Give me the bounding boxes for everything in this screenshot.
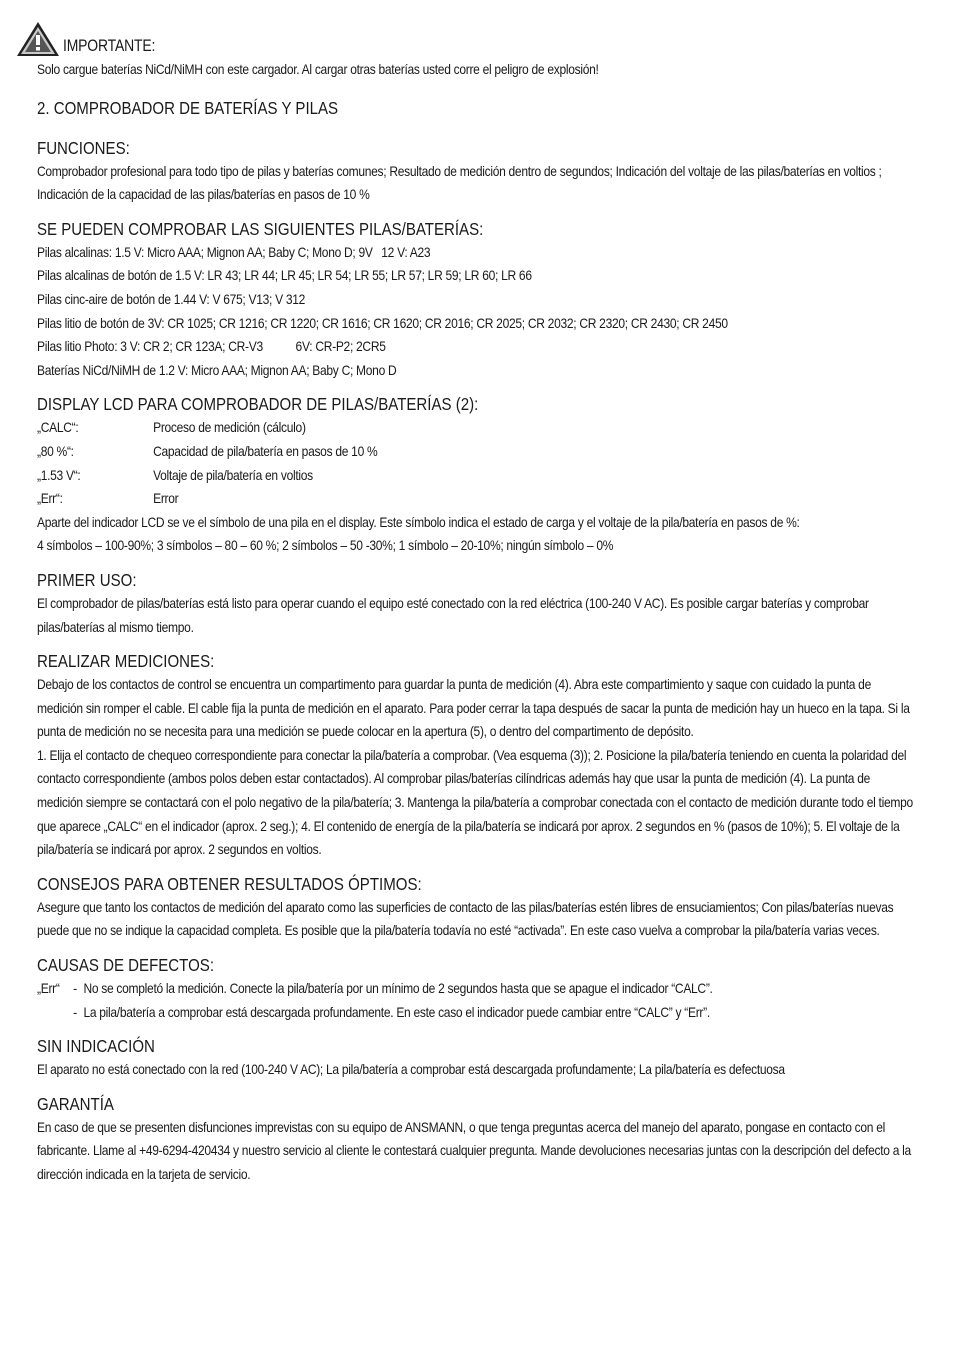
- funciones-text: Comprobador profesional para todo tipo de pilas y baterías comunes; Resultado de medición dentro de segundos; Indicación del voltaje de las pilas/baterías en voltios ; Indicación de la capacidad de las pilas/baterías en pasos de 10 %: [37, 162, 882, 203]
- comprobables-line-5: Pilas litio Photo: 3 V: CR 2; CR 123A; CR-V3 6V: CR-P2; 2CR5: [37, 338, 386, 355]
- comprobables-line-6: Baterías NiCd/NiMH de 1.2 V: Micro AAA; Mignon AA; Baby C; Mono D: [37, 361, 397, 378]
- consejos-heading: CONSEJOS PARA OBTENER RESULTADOS ÓPTIMOS:: [37, 873, 422, 894]
- lcd-row: „Err“: Error: [37, 490, 179, 507]
- display-text-1: Aparte del indicador LCD se ve el símbolo de una pila en el display. Este símbolo indica el estado de carga y el voltaje de la pila/batería en pasos de %:: [37, 513, 800, 530]
- causas-item: - La pila/batería a comprobar está descargada profundamente. En este caso el indicador puede cambiar entre “CALC” y “Err”.: [73, 1003, 710, 1020]
- funciones-heading: FUNCIONES:: [37, 137, 130, 158]
- section-title: 2. COMPROBADOR DE BATERÍAS Y PILAS: [37, 97, 339, 118]
- comprobables-line-2: Pilas alcalinas de botón de 1.5 V: LR 43; LR 44; LR 45; LR 54; LR 55; LR 57; LR 59; LR 60; LR 66: [37, 267, 532, 284]
- garantia-text: En caso de que se presenten disfunciones imprevistas con su equipo de ANSMANN, o que tenga preguntas acerca del manejo del aparato, pongase en contacto con el fabricante. Llame al +49-6294-420434 y nuestro servicio al cliente le contestará cualquier pregunta. Mande devoluciones necesarias juntas con la descripción del defecto a la dirección indicada en la tarjeta de servicio.: [37, 1118, 911, 1182]
- primer-uso-heading: PRIMER USO:: [37, 569, 137, 590]
- lcd-row: „80 %“: Capacidad de pila/batería en pasos de 10 %: [37, 442, 378, 459]
- causas-heading: CAUSAS DE DEFECTOS:: [37, 955, 215, 976]
- warning-triangle-icon: [15, 20, 61, 58]
- mediciones-text-1: Debajo de los contactos de control se encuentra un compartimento para guardar la punta de medición (4). Abra este compartimiento y saque con cuidado la punta de medición sin romper el cable. El cable fija la punta de medición en el aparato. Para poder cerrar la tapa después de sacar la punta de medición hay un hueco en la tapa. Si la punta de medición no se necesita para una medición se puede colocar en la apertura (5), o dentro del compartimento de depósito.: [37, 676, 910, 740]
- comprobables-line-1: Pilas alcalinas: 1.5 V: Micro AAA; Mignon AA; Baby C; Mono D; 9V 12 V: A23: [37, 243, 431, 260]
- comprobables-line-3: Pilas cinc-aire de botón de 1.44 V: V 675; V13; V 312: [37, 290, 306, 307]
- content: [37, 58, 917, 1187]
- warning-header: [37, 22, 917, 58]
- display-text-2: 4 símbolos – 100-90%; 3 símbolos – 80 – 60 %; 2 símbolos – 50 -30%; 1 símbolo – 20-10%; ningún símbolo – 0%: [37, 537, 614, 554]
- comprobables-line-4: Pilas litio de botón de 3V: CR 1025; CR 1216; CR 1220; CR 1616; CR 1620; CR 2016; CR 2025; CR 2032; CR 2320; CR 2430; CR 2450: [37, 314, 728, 331]
- lcd-row: „1.53 V“: Voltaje de pila/batería en voltios: [37, 466, 313, 483]
- consejos-text: Asegure que tanto los contactos de medición del aparato como las superficies de contacto de las pilas/baterías estén libres de ensuciamientos; Con pilas/baterías nuevas puede que no se indique la capacidad completa. Es posible que la pila/batería todavía no esté “activada”. En este caso vuelva a comprobar la pila/batería varias veces.: [37, 898, 894, 939]
- sin-indicacion-text: El aparato no está conectado con la red (100-240 V AC); La pila/batería a comprobar está descargada profundamente; La pila/batería es defectuosa: [37, 1061, 785, 1078]
- lcd-row: „CALC“: Proceso de medición (cálculo): [37, 419, 306, 436]
- mediciones-heading: REALIZAR MEDICIONES:: [37, 651, 215, 672]
- mediciones-text-2: 1. Elija el contacto de chequeo correspondiente para conectar la pila/batería a comprobar. (Vea esquema (3)); 2. Posicione la pila/batería teniendo en cuenta la polaridad del contacto correspondiente (ambos polos deben estar contactados). Al comprobar pilas/baterías cilíndricas además hay que usar la punta de medición (4). La punta de medición siempre se contactará con el polo negativo de la pila/batería; 3. Mantenga la pila/batería a comprobar conectada con el contacto de medición durante todo el tiempo que aparece „CALC“ en el indicador (aprox. 2 seg.); 4. El contenido de energía de la pila/batería se indicará por aprox. 2 segundos en % (pasos de 10%); 5. El voltaje de la pila/batería se indicará por aprox. 2 segundos en voltios.: [37, 746, 913, 858]
- warning-text: Solo cargue baterías NiCd/NiMH con este cargador. Al cargar otras baterías usted corre el peligro de explosión!: [37, 61, 599, 77]
- document-page: [37, 22, 917, 1187]
- display-heading: DISPLAY LCD PARA COMPROBADOR DE PILAS/BATERÍAS (2):: [37, 394, 479, 415]
- comprobables-heading: SE PUEDEN COMPROBAR LAS SIGUIENTES PILAS/BATERÍAS:: [37, 218, 484, 239]
- sin-indicacion-heading: SIN INDICACIÓN: [37, 1036, 155, 1057]
- primer-uso-text: El comprobador de pilas/baterías está listo para operar cuando el equipo esté conectado con la red eléctrica (100-240 V AC). Es posible cargar baterías y comprobar pilas/baterías al mismo tiempo.: [37, 594, 869, 635]
- garantia-heading: GARANTÍA: [37, 1093, 114, 1114]
- warning-title: IMPORTANTE:: [63, 36, 156, 55]
- causas-item: „Err“ - No se completó la medición. Conecte la pila/batería por un mínimo de 2 segundos hasta que se apague el indicador “CALC”.: [37, 980, 713, 997]
